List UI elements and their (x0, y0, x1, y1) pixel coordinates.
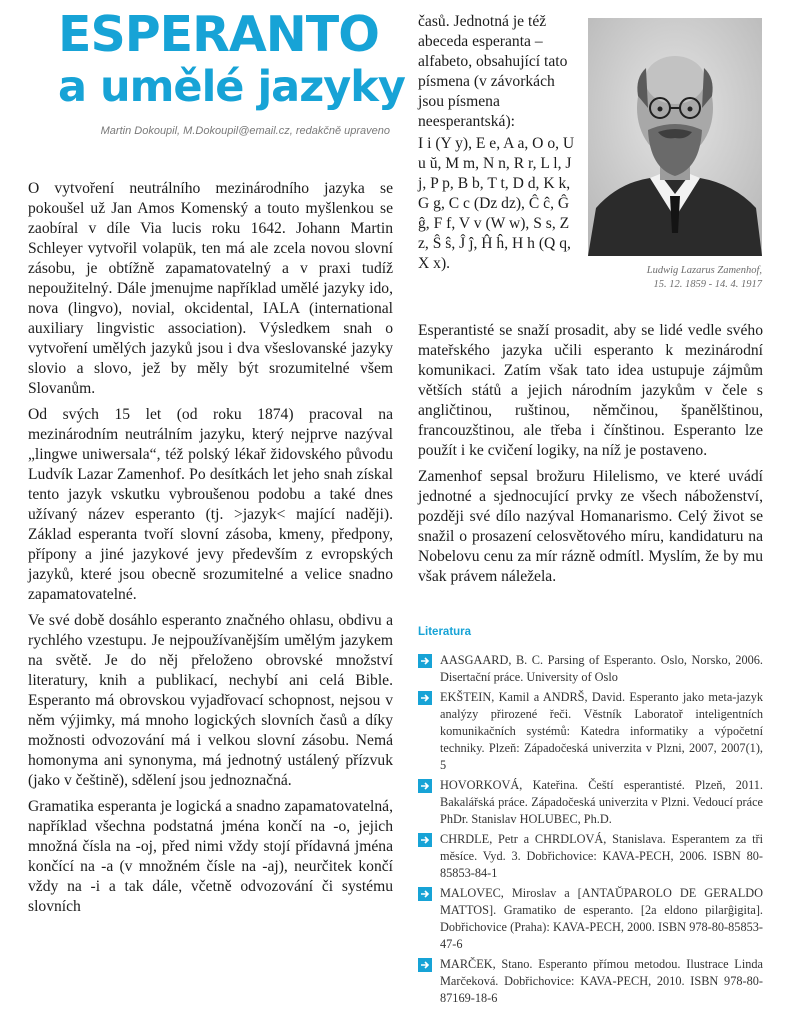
reference-text: EKŠTEIN, Kamil a ANDRŠ, David. Esperanto jako meta-jazyk analýzy přirozené řeči. Věstník Laboratoř inteligentních komunikačních systémů: Katedra informatiky a výpočetní techniky. Plzeň: Západočeská univerzita v Plzni, 2007, 2007(1), 5 (440, 690, 763, 772)
list-item (418, 777, 763, 828)
arrow-right-icon (418, 958, 432, 972)
right-column (418, 321, 763, 593)
arrow-right-icon (418, 887, 432, 901)
paragraph-5: Esperantisté se snaží prosadit, aby se lidé vedle svého mateřského jazyka učili esperanto k mezinárodní komunikaci. Zatím však tato idea ustupuje zájmům větších států a jejich národním jazykům v čele s angličtinou, ruštinou, němčinou, španělštinou, francouzštinou, ale třeba i čínštinou. Esperanto lze použít i ke cvičení logiky, na níž je postaveno. (418, 322, 763, 459)
reference-text: HOVORKOVÁ, Kateřina. Čeští esperantisté. Plzeň, 2011. Bakalářská práce. Západočeská univerzita v Plzni. Vedoucí práce PhDr. Stanislav HOLUBEC, Ph.D. (440, 778, 763, 826)
paragraph-1: O vytvoření neutrálního mezinárodního jazyka se pokoušel už Jan Amos Komenský a touto myšlenkou se zaobíral v díle Via lucis roku 1642. Johann Martin Schleyer vytvořil volapük, ten má ale zcela novou slovní zásobu, je obtížně zapamatovatelný a v praxi tudíž nepoužitelný. Dále jmenujme například umělé jazyky ido, nova (lingvo), novial, okcidental, IALA (international auxiliary lingvistic association). Výsledkem snah o vytvoření umělých jazyků jsou i dva všeslovanské jazyky slovio a slovo, jež by měly být srozumitelné všem Slovanům. (28, 180, 393, 397)
reference-text: CHRDLE, Petr a CHRDLOVÁ, Stanislava. Esperantem za tři měsíce. Vyd. 3. Dobřichovice: KAVA-PECH, 2006. ISBN 80-85853-84-1 (440, 832, 763, 880)
arrow-right-icon (418, 654, 432, 668)
arrow-right-icon (418, 833, 432, 847)
reference-text: MALOVEC, Miroslav a [ANTAŬPAROLO DE GERALDO MATTOS]. Gramatiko de esperanto. [2a eldono pilarĝigita]. Dobřichovice (Praha): KAVA-PECH, 2000. ISBN 978-80-85853-47-6 (440, 886, 763, 951)
middle-top-text (418, 12, 580, 274)
authors-line: Martin Dokoupil, M.Dokoupil@email.cz, redakčně upraveno (100, 125, 390, 137)
caption-dates: 15. 12. 1859 - 14. 4. 1917 (653, 279, 762, 290)
reference-text: AASGAARD, B. C. Parsing of Esperanto. Oslo, Norsko, 2006. Disertační práce. University of Oslo (440, 653, 763, 684)
title-line-1: ESPERANTO (58, 6, 379, 63)
paragraph-6: Zamenhof sepsal brožuru Hilelismo, ve které uvádí jednotné a sjednocující prvky ze všech náboženství, později své dílo nazýval Homanarismo. Celý život se snažil o prosazení celosvětového míru, kandidaturu na Nobelovu cenu za mír rázně odmítl. Myslím, že by mu však právem náležela. (418, 468, 763, 585)
arrow-right-icon (418, 691, 432, 705)
title-line-2: a umělé jazyky (58, 62, 405, 112)
list-item (418, 831, 763, 882)
alphabet-intro: časů. Jednotná je též abeceda esperanta – alfabeto, obsahující tato písmena (v závorkách jsou písmena neesperantská): (418, 13, 568, 130)
list-item (418, 689, 763, 774)
arrow-right-icon (418, 779, 432, 793)
paragraph-2: Od svých 15 let (od roku 1874) pracoval na mezinárodním neutrálním jazyku, který nejprve nazýval „lingwe uniwersala“, též polský lékař židovského původu Ludvík Lazar Zamenhof. Po desítkách let jeho snah získal tento jazyk vskutku vybroušenou podobu a také dnes užívaný název esperanto (tj. >jazyk< mající naději). Základ esperanta tvoří slovní zásoba, kmeny, předpony, přípony a jiné jazykové jevy především z evropských jazyků, které jsou obecně srozumitelné a velice snadno zapamatovatelné. (28, 406, 393, 603)
caption-name: Ludwig Lazarus Zamenhof, (646, 265, 762, 276)
zamenhof-portrait (588, 18, 762, 256)
article-title (58, 8, 408, 112)
alphabet-list: I i (Y y), E e, A a, O o, U u ŭ, M m, N n, R r, L l, J j, P p, B b, T t, D d, K k, G g, C c (Dz dz), Ĉ ĉ, Ĝ ĝ, F f, V v (W w), S s, Z z, Ŝ ŝ, Ĵ ĵ, Ĥ ĥ, H h (Q q, X x). (418, 135, 575, 272)
list-item (418, 885, 763, 953)
list-item (418, 956, 763, 1007)
left-column (28, 179, 393, 992)
paragraph-3: Ve své době dosáhlo esperanto značného ohlasu, obdivu a rychlého vzestupu. Je nejpoužívanějším umělým jazykem na světě. Je do něj přeloženo obrovské množství literatury, knih a publikací, nechybí ani celá Bible. Esperanto má obrovskou vyjadřovací schopnost, nejsou v něm výjimky, má mnoho logických slovních časů a díky možnosti odvozování má i velkou slovní zásobu. Nemá homonyma ani synonyma, má jednotný ustálený přízvuk (jako v češtině), sdělení jsou jednoznačná. (28, 612, 393, 789)
paragraph-4: Gramatika esperanta je logická a snadno zapamatovatelná, například všechna podstatná jména končí na -o, jejich množná čísla na -oj, před nimi vždy stojí přídavná jména končící na -a (v množném čísle na -aj), neurčitek končí vždy na -i a tak dále, včetně odvozování či systému slovních (28, 798, 393, 915)
literature-heading: Literatura (418, 626, 472, 638)
photo-caption (588, 264, 762, 292)
list-item (418, 652, 763, 686)
literature-list (418, 652, 763, 1010)
reference-text: MARČEK, Stano. Esperanto přímou metodou. Ilustrace Linda Marčeková. Dobřichovice: KAVA-PECH, 2010. ISBN 978-80-87169-18-6 (440, 957, 763, 1005)
